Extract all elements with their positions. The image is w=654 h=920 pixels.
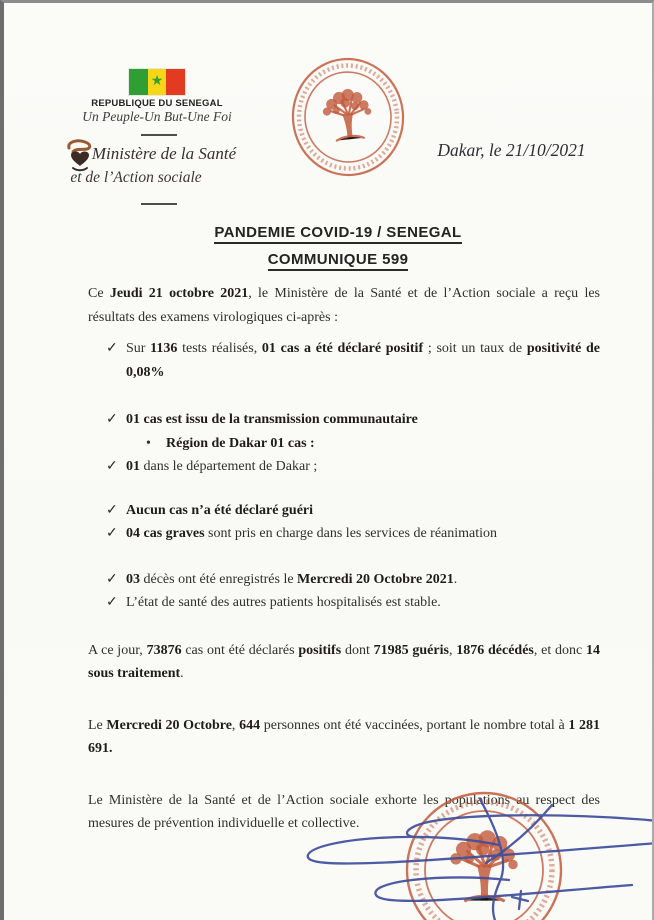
republic-title: REPUBLIQUE DU SENEGAL [91,98,223,109]
list-item-text: 04 cas graves sont pris en charge dans les services de réanimation [126,526,498,541]
check-icon: ✓ [106,459,118,474]
star-icon: ★ [150,74,164,89]
flag-red-stripe [166,69,185,95]
check-icon: ✓ [106,526,118,541]
signature [284,785,654,920]
list-item-tests [88,337,600,384]
totals-paragraph: A ce jour, 73876 cas ont été déclarés positifs dont 71985 guéris, 1876 décédés, et donc 14 sous traitement. [88,642,601,681]
check-icon: ✓ [106,571,118,587]
list-item-deces [88,568,600,592]
document-title [4,224,654,271]
list-item-text: Sur 1136 tests réalisés, 01 cas a été déclaré positif ; soit un taux de positivité de 0,08% [126,341,600,380]
intro-paragraph: Ce Jeudi 21 octobre 2021, le Ministère de la Santé et de l’Action sociale a reçu les résultats des examens virologiques ci-après : [88,286,600,325]
list-item-departement [88,455,600,479]
divider-line [141,203,177,205]
check-icon: ✓ [106,412,118,427]
list-item-transmission [88,408,600,432]
list-item-text: Région de Dakar 01 cas : [166,435,315,451]
round-stamp-icon [284,50,412,183]
list-item-gueri [88,499,600,523]
ministry-name-line1: Ministère de la Santé [91,144,237,163]
list-item-text: 03 décès ont été enregistrés le Mercredi 20 Octobre 2021. [126,571,458,587]
senegal-flag [129,69,185,95]
document-body [88,282,600,836]
list-item-text: 01 cas est issu de la transmission communautaire [126,412,418,427]
closing-paragraph: Le Ministère de la Santé et de l’Action sociale exhorte les populations au respect des mesures de prévention individuelle et collective. [88,792,600,831]
flag-green-stripe [129,69,148,95]
check-icon: ✓ [106,341,118,356]
bullet-dot-icon: • [146,435,151,451]
list-item-etat-stable [88,591,600,615]
check-icon: ✓ [106,502,118,518]
list-item-text: L’état de santé des autres patients hospitalisés est stable. [126,595,441,610]
date-line: Dakar, le 21/10/2021 [437,140,586,160]
vaccination-paragraph: Le Mercredi 20 Octobre, 644 personnes ont été vaccinées, portant le nombre total à 1 281 691. [88,717,600,756]
title-line-2: COMMUNIQUE 599 [268,251,409,271]
list-item-text: 01 dans le département de Dakar ; [126,459,318,474]
flag-yellow-stripe [148,69,167,95]
divider-line [141,134,177,136]
list-item-region-dakar [88,432,600,456]
check-icon: ✓ [106,595,118,610]
title-line-1: PANDEMIE COVID-19 / SENEGAL [214,224,461,244]
list-item-text: Aucun cas n’a été déclaré guéri [126,502,314,518]
ministry-name-line2: et de l’Action sociale [70,169,202,186]
list-item-cas-graves [88,522,600,546]
national-motto: Un Peuple-Un But-Une Foi [82,109,232,124]
